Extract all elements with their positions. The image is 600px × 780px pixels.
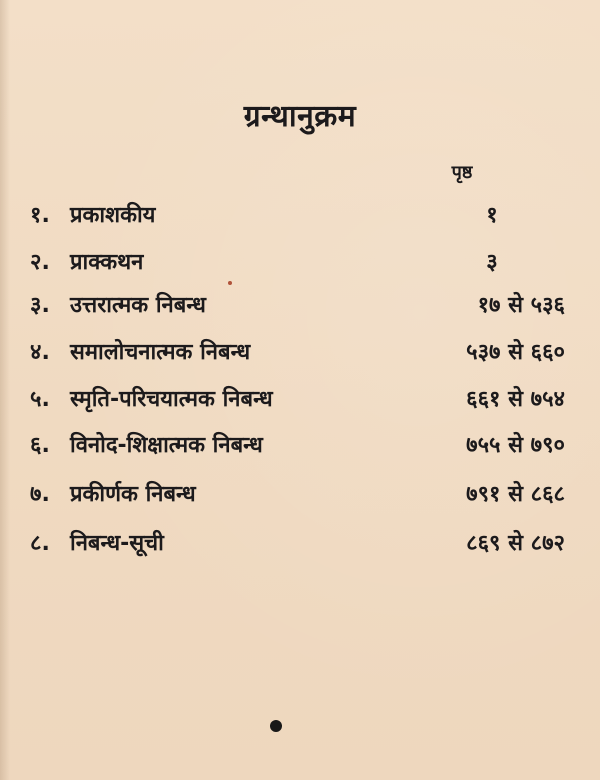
toc-entry <box>30 527 565 561</box>
toc-entry-pages: ८६९ से ८७२ <box>466 531 565 556</box>
toc-entry-title: प्राक्कथन <box>70 250 144 275</box>
toc-entry-title: विनोद-शिक्षात्मक निबन्ध <box>70 433 263 458</box>
toc-entry-number: ३. <box>30 293 50 318</box>
toc-entry <box>30 478 565 512</box>
toc-entry-pages: ५३७ से ६६० <box>466 340 565 365</box>
toc-entry <box>30 199 565 233</box>
toc-entry-number: ५. <box>30 387 50 412</box>
toc-entry-number: ८. <box>30 531 50 556</box>
toc-entry-pages: ७५५ से ७९० <box>466 433 565 458</box>
toc-entry-title: स्मृति-परिचयात्मक निबन्ध <box>70 387 273 412</box>
toc-entry-title: उत्तरात्मक निबन्ध <box>70 293 206 318</box>
toc-entry <box>30 383 565 417</box>
page-title: ग्रन्थानुक्रम <box>243 99 357 134</box>
toc-entry-pages: ३ <box>486 250 498 275</box>
toc-entry-number: ७. <box>30 482 50 507</box>
toc-entry-number: २. <box>30 250 50 275</box>
toc-entry-pages: ६६१ से ७५४ <box>466 387 565 412</box>
toc-entry-title: प्रकीर्णक निबन्ध <box>70 482 196 507</box>
toc-entry-number: १. <box>30 203 50 228</box>
page-column-label: पृष्ठ <box>451 162 473 183</box>
toc-entry-pages: १ <box>486 203 498 228</box>
toc-entry-number: ४. <box>30 340 50 365</box>
toc-entry-title: निबन्ध-सूची <box>70 531 164 556</box>
ink-speck <box>228 281 232 285</box>
toc-entry <box>30 429 565 463</box>
toc-entry <box>30 246 565 280</box>
toc-entry-pages: १७ से ५३६ <box>477 293 565 318</box>
toc-entry <box>30 336 565 370</box>
toc-entry-number: ६. <box>30 433 50 458</box>
toc-entry-title: प्रकाशकीय <box>70 203 156 228</box>
toc-entry <box>30 289 565 323</box>
toc-entry-title: समालोचनात्मक निबन्ध <box>70 340 251 365</box>
bullet-dot <box>270 720 282 732</box>
toc-entry-pages: ७९१ से ८६८ <box>466 482 565 507</box>
